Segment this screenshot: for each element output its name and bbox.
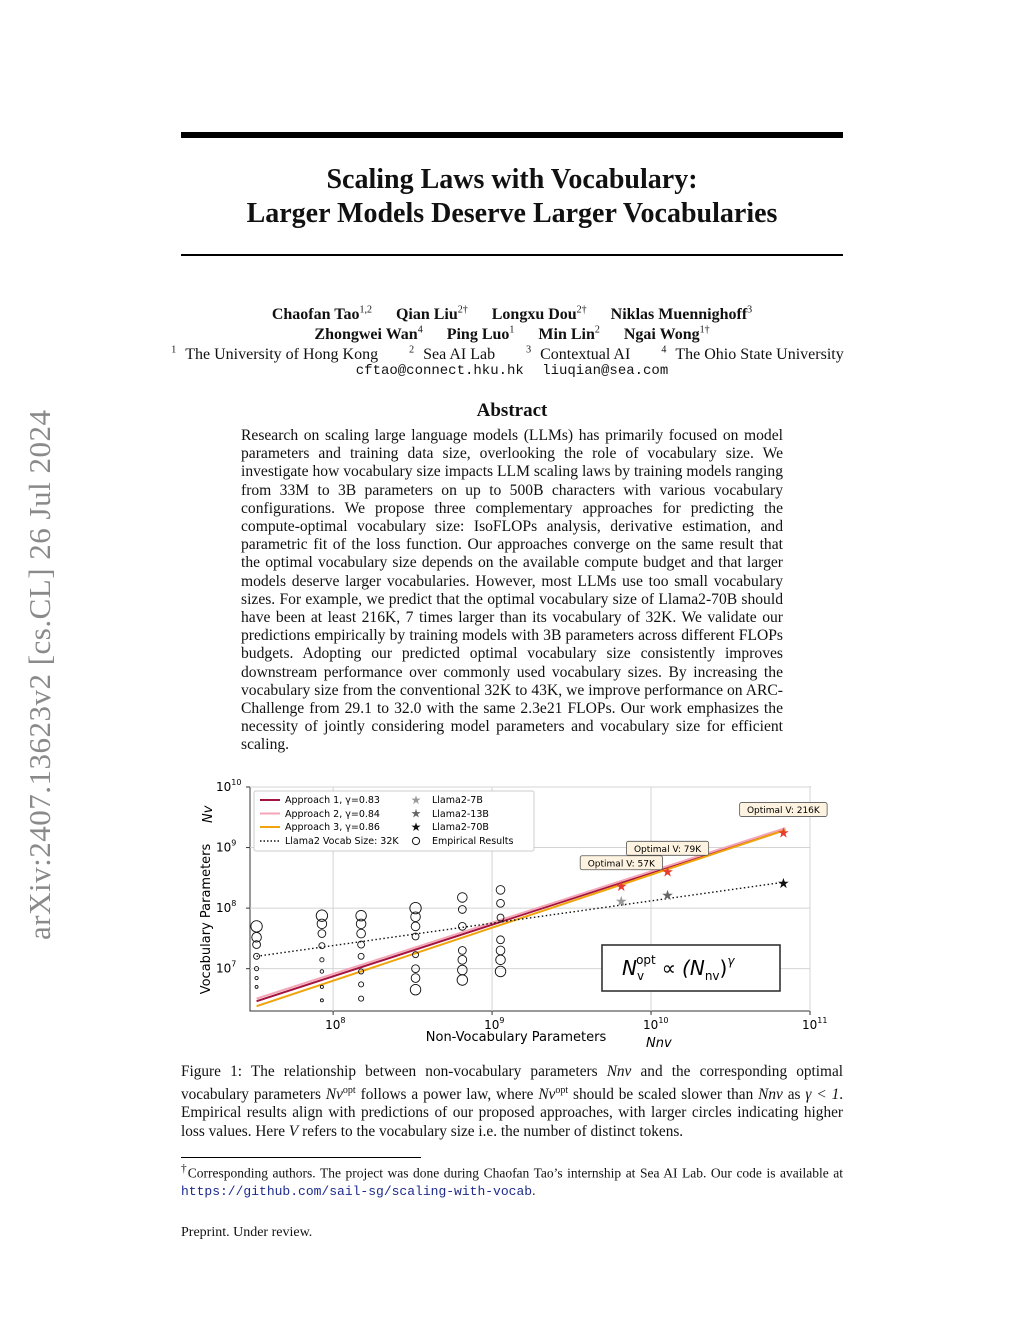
caption-text: should be scaled slower than xyxy=(573,1085,754,1103)
caption-text: The relationship between non-vocabulary parameters xyxy=(250,1063,598,1080)
affiliation: $^3$ Contextual AI xyxy=(526,345,631,364)
caption-label: Figure 1: xyxy=(181,1063,242,1080)
arxiv-stamp: arXiv:2407.13623v2 [cs.CL] 26 Jul 2024 xyxy=(22,409,57,940)
footnote-text: Corresponding authors. The project was done during Chaofan Tao’s internship at Sea AI Lab. Our code is available at xyxy=(187,1165,843,1181)
figure-caption xyxy=(181,1063,843,1141)
preprint-note: Preprint. Under review. xyxy=(181,1225,313,1240)
affiliation: $^1$ The University of Hong Kong xyxy=(171,345,379,364)
author: Ping Luo$^1$ xyxy=(446,325,515,344)
legend-star-icon: ★ xyxy=(410,820,422,834)
caption-symbol: γ < 1 xyxy=(805,1085,840,1103)
y-tick-exponent: 8 xyxy=(231,899,237,909)
title-line-2: Larger Models Deserve Larger Vocabularies xyxy=(246,198,778,229)
caption-text: refers to the vocabulary size i.e. the number of distinct tokens. xyxy=(302,1122,684,1140)
x-tick-label: $10^{11}$ xyxy=(802,1016,828,1032)
legend xyxy=(254,791,534,851)
legend-label: Approach 2, γ=0.84 xyxy=(285,809,380,820)
title-bottom-rule xyxy=(181,254,843,256)
x-tick-label: $10^{10}$ xyxy=(643,1016,669,1032)
x-axis-symbol: Nnv xyxy=(646,1036,672,1051)
x-tick-exponent: 8 xyxy=(340,1016,346,1025)
y-tick-label: $10^8$ xyxy=(216,899,237,916)
x-tick-exponent: 10 xyxy=(658,1016,669,1025)
caption-symbol: Nnv xyxy=(606,1063,632,1080)
x-tick-label: $10^9$ xyxy=(484,1016,505,1032)
y-tick-label: $10^{10}$ xyxy=(216,778,242,794)
optimal-label: Optimal V: 216K xyxy=(746,806,820,817)
figure-1-chart xyxy=(190,775,840,1055)
legend-star-icon: ★ xyxy=(410,793,422,807)
llama-star: ★ xyxy=(661,888,674,905)
author: Ngai Wong$^{1\dagger}$ xyxy=(623,325,710,344)
emails xyxy=(120,361,904,381)
legend-label: Approach 1, γ=0.83 xyxy=(285,795,380,806)
title-top-rule xyxy=(181,132,843,138)
y-tick-exponent: 7 xyxy=(231,959,237,969)
y-tick-label: $10^7$ xyxy=(216,959,237,976)
email[interactable]: liuqian@sea.com xyxy=(542,363,669,379)
formula-box xyxy=(602,945,780,991)
paper-title xyxy=(181,163,843,231)
x-tick-label: $10^8$ xyxy=(325,1016,346,1032)
y-axis-symbol: Nv xyxy=(201,805,216,823)
title-line-1: Scaling Laws with Vocabulary: xyxy=(326,164,698,195)
author: Min Lin$^2$ xyxy=(538,325,600,344)
x-tick-exponent: 11 xyxy=(817,1016,828,1025)
caption-symbol: $Nv^{opt}$ xyxy=(538,1084,569,1103)
legend-star-icon: ★ xyxy=(410,806,422,821)
footnote xyxy=(181,1161,843,1200)
footnote-rule xyxy=(181,1157,421,1158)
legend-label: Approach 3, γ=0.86 xyxy=(285,822,380,833)
author: Qian Liu$^{2\dagger}$ xyxy=(395,305,468,324)
y-tick-exponent: 10 xyxy=(231,778,242,787)
caption-symbol: Nnv xyxy=(758,1085,783,1103)
legend-label: Llama2-13B xyxy=(432,809,489,820)
optimal-star: ★ xyxy=(661,864,674,881)
legend-label: Llama2-7B xyxy=(432,795,483,806)
caption-text: follows a power law, where xyxy=(360,1085,534,1103)
caption-symbol: $Nv^{opt}$ xyxy=(325,1084,356,1103)
x-axis-label: Non-Vocabulary Parameters xyxy=(425,1030,607,1045)
author: Niklas Muennighoff$^3$ xyxy=(610,305,753,324)
author: Longxu Dou$^{2\dagger}$ xyxy=(491,305,587,324)
llama-star: ★ xyxy=(615,894,628,911)
caption-text: . Empirical results align with predictions of our proposed approaches, with larger circles indicating higher loss values. Here xyxy=(181,1085,844,1140)
legend-label: Llama2 Vocab Size: 32K xyxy=(285,836,399,847)
y-tick-label: $10^9$ xyxy=(216,838,237,855)
footnote-mark: † xyxy=(181,1163,188,1175)
affiliation: $^4$ The Ohio State University xyxy=(661,345,844,364)
code-link[interactable]: https://github.com/sail-sg/scaling-with-vocab xyxy=(181,1183,533,1199)
legend-label: Llama2-70B xyxy=(432,822,489,833)
formula-text: $N_vopt \propto (N_{nv})^\gamma$ xyxy=(622,953,735,983)
abstract-body: Research on scaling large language models (LLMs) has primarily focused on model parameters and training data size, overlooking the role of vocabulary size. We investigate how vocabulary size impacts LLM scaling laws by training models ranging from 33M to 3B parameters on up to 500B characters with various vocabulary configurations. We propose three complementary approaches for predicting the compute-optimal vocabulary size: IsoFLOPs analysis, derivative estimation, and parametric fit of the loss function. Our approaches converge on the same result that the optimal vocabulary size depends on the available compute budget and that larger models deserve larger vocabularies. However, most LLMs use too small vocabulary sizes. For example, we predict that the optimal vocabulary size of Llama2-70B should have been at least 216K, 7 times larger than its vocabulary of 32K. We validate our predictions empirically by training models with 3B parameters across different FLOPs budgets. Adopting our predicted optimal vocabulary size consistently improves downstream performance over commonly used vocabulary sizes. By increasing the vocabulary size from the conventional 32K to 43K, we improve performance on ARC-Challenge from 29.1 to 32.0 with the same 2.3e21 FLOPs. Our work emphasizes the necessity of jointly considering model parameters and vocabulary size for efficient scaling. xyxy=(241,427,783,754)
legend-label: Empirical Results xyxy=(432,836,514,847)
abstract-heading: Abstract xyxy=(476,400,548,421)
optimal-label: Optimal V: 79K xyxy=(633,844,702,855)
x-tick-exponent: 9 xyxy=(499,1016,505,1025)
caption-text: and the corresponding optimal vocabulary parameters xyxy=(181,1063,843,1103)
optimal-label: Optimal V: 57K xyxy=(587,859,655,870)
author: Chaofan Tao$^{1,2}$ xyxy=(271,305,372,324)
caption-symbol: V xyxy=(288,1122,299,1140)
optimal-star: ★ xyxy=(777,825,790,842)
y-tick-exponent: 9 xyxy=(231,838,237,848)
caption-text: as xyxy=(787,1085,801,1103)
author: Zhongwei Wan$^4$ xyxy=(314,325,423,344)
email[interactable]: cftao@connect.hku.hk xyxy=(355,363,524,379)
llama-star: ★ xyxy=(777,875,790,892)
footnote-end: . xyxy=(532,1182,536,1198)
optimal-star: ★ xyxy=(615,878,628,895)
y-axis-label: Vocabulary Parameters xyxy=(199,843,214,995)
affiliation: $^2$ Sea AI Lab xyxy=(409,345,496,364)
